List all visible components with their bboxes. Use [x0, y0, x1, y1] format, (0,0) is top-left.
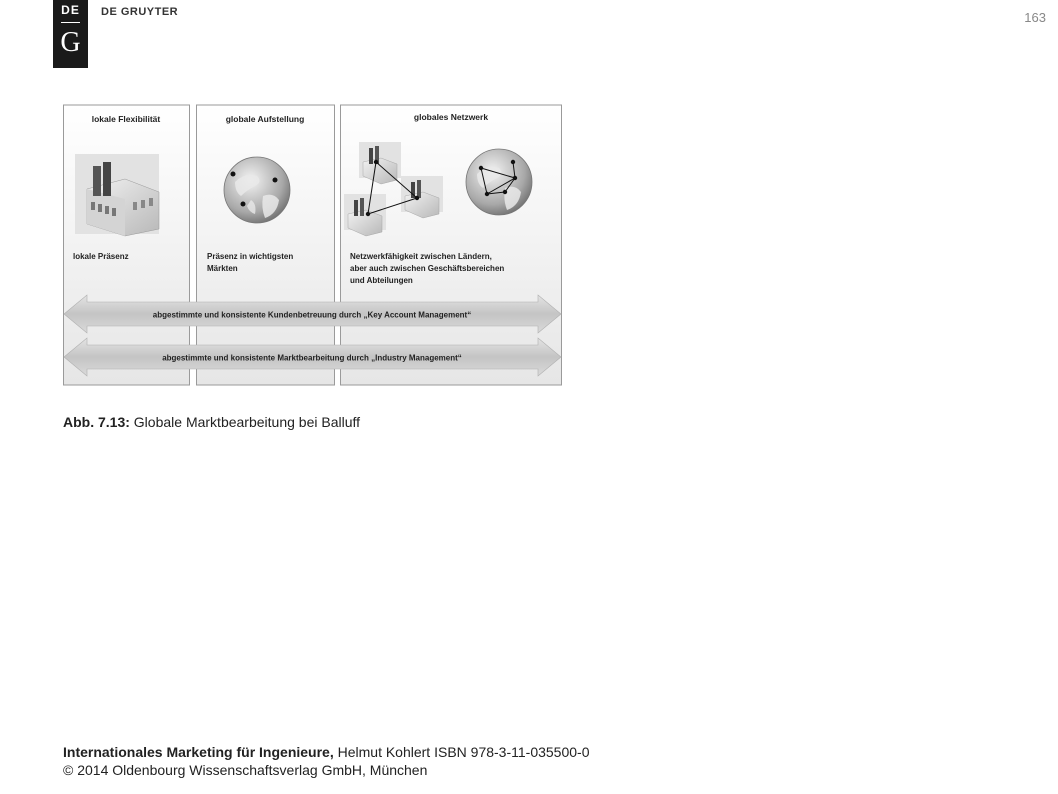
globe-icon — [224, 157, 290, 223]
arrow-label-2: abgestimmte und konsistente Marktbearbeitung durch „Industry Management“ — [162, 353, 462, 363]
footer-book-info: Helmut Kohlert ISBN 978-3-11-035500-0 — [333, 744, 590, 760]
footer-citation — [63, 743, 590, 761]
column-caption-2-line-2: Märkten — [207, 264, 238, 273]
logo-de-text: DE — [61, 3, 80, 17]
building-icon — [75, 154, 159, 236]
arrow-label-1: abgestimmte und konsistente Kundenbetreuung durch „Key Account Management“ — [152, 310, 472, 320]
column-caption-2-line-1: Präsenz in wichtigsten — [207, 252, 294, 261]
publisher-name: DE GRUYTER — [101, 6, 179, 18]
column-panel-2 — [197, 105, 335, 385]
figure-caption-label: Abb. 7.13: — [63, 414, 130, 430]
figure-diagram — [63, 104, 562, 386]
logo-divider — [61, 22, 80, 23]
column-heading-3: globales Netzwerk — [413, 112, 489, 122]
column-heading-1: lokale Flexibilität — [91, 114, 161, 124]
footer-copyright: © 2014 Oldenbourg Wissenschaftsverlag GmbH, München — [63, 762, 428, 778]
page-footer — [63, 743, 590, 779]
figure-caption — [63, 414, 360, 430]
publisher-logo — [53, 0, 88, 68]
column-caption-1-line-1: lokale Präsenz — [73, 252, 129, 261]
column-caption-3-line-3: und Abteilungen — [350, 276, 413, 285]
figure-caption-text: Globale Marktbearbeitung bei Balluff — [129, 414, 361, 430]
page-number: 163 — [1024, 10, 1046, 25]
column-caption-3-line-1: Netzwerkfähigkeit zwischen Ländern, — [350, 252, 492, 261]
column-caption-3-line-2: aber auch zwischen Geschäftsbereichen — [350, 264, 505, 273]
logo-g-text: G — [60, 27, 81, 58]
footer-book-title: Internationales Marketing für Ingenieure, — [63, 744, 334, 760]
column-heading-2: globale Aufstellung — [225, 114, 305, 124]
